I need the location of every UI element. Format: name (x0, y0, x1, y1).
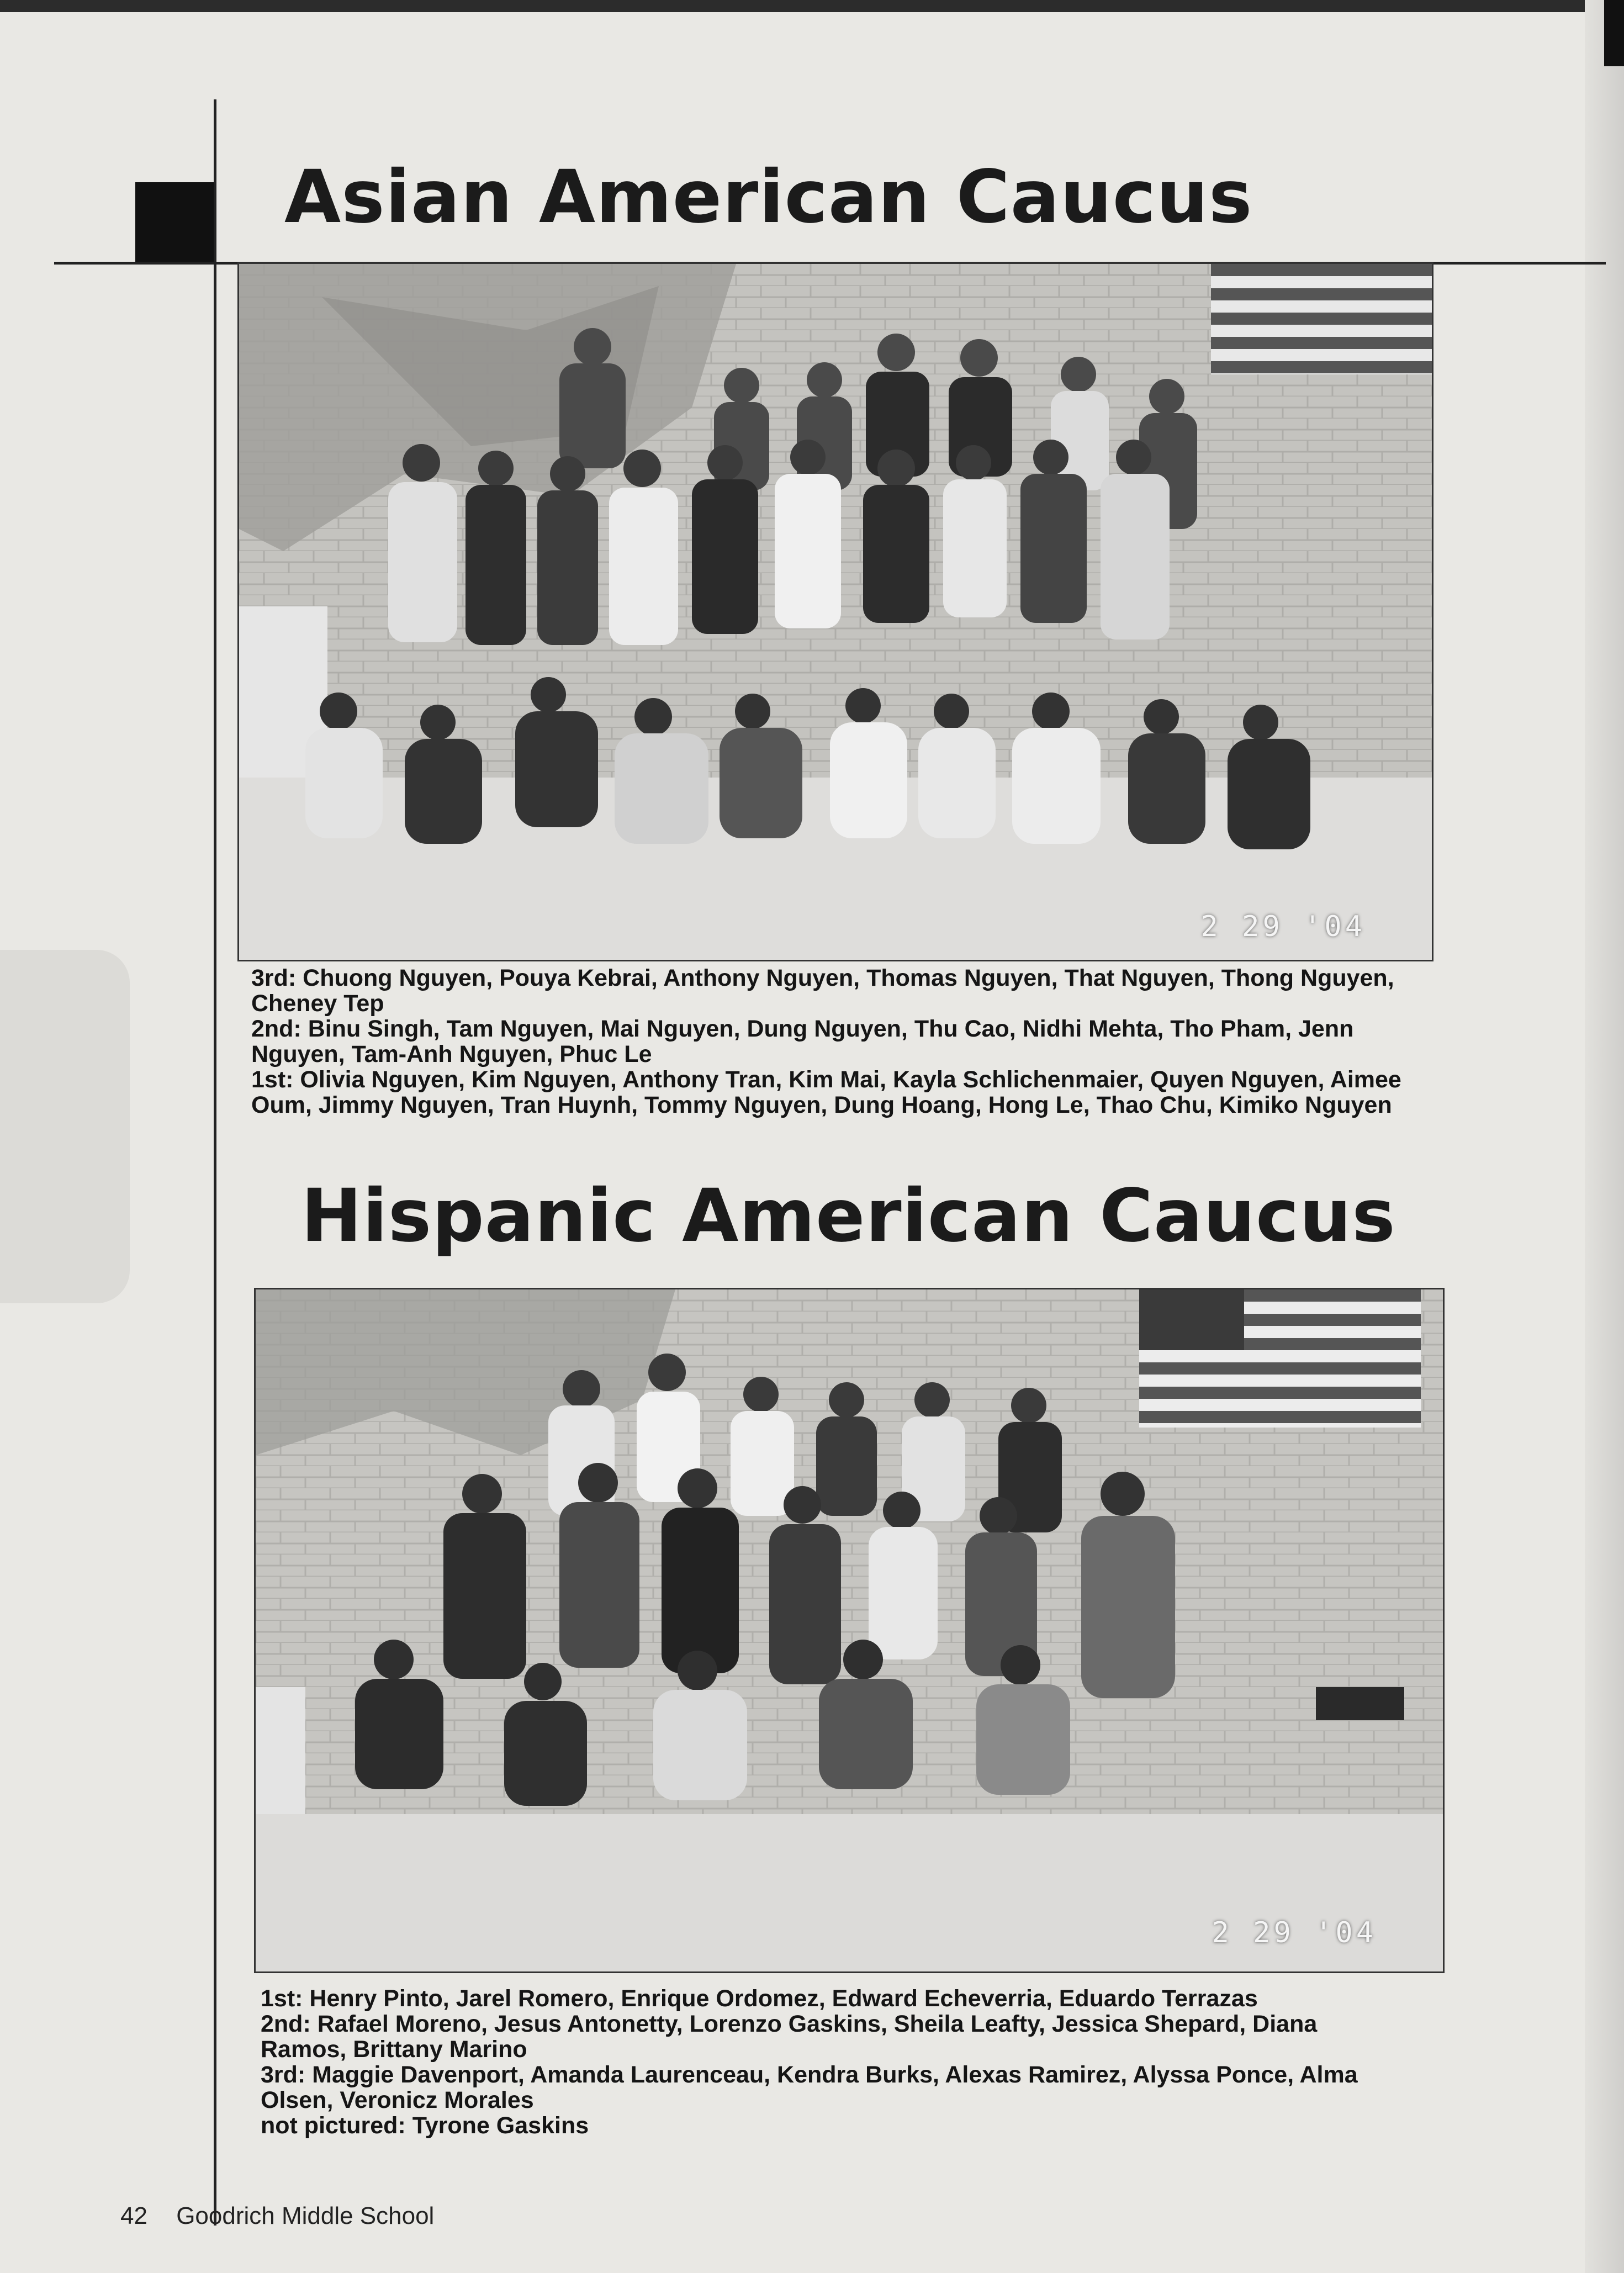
caption-line: 2nd: Binu Singh, Tam Nguyen, Mai Nguyen, Dung Nguyen, Thu Cao, Nidhi Mehta, Tho Pham, Jenn (251, 1016, 1354, 1042)
section-title-hispanic-american-caucus: Hispanic American Caucus (301, 1173, 1396, 1259)
caption-line: 3rd: Maggie Davenport, Amanda Laurenceau, Kendra Burks, Alexas Ramirez, Alyssa Ponce, Alma (261, 2061, 1358, 2088)
group-photo-illustration (256, 1289, 1443, 1971)
photo-date-stamp: 2 29 '04 (1200, 910, 1366, 943)
caption-line: Nguyen, Tam-Anh Nguyen, Phuc Le (251, 1041, 652, 1067)
page-footer (120, 2202, 434, 2230)
caption-line: Ramos, Brittany Marino (261, 2036, 527, 2063)
caption-line: 1st: Henry Pinto, Jarel Romero, Enrique Ordomez, Edward Echeverria, Eduardo Terrazas (261, 1985, 1258, 2012)
page-number: 42 (120, 2202, 147, 2229)
bleed-through-tab (0, 950, 130, 1303)
school-name: Goodrich Middle School (176, 2202, 435, 2229)
spine-dark-corner (1604, 0, 1624, 66)
black-accent-block (135, 182, 214, 262)
caption-line: Oum, Jimmy Nguyen, Tran Huynh, Tommy Nguyen, Dung Hoang, Hong Le, Thao Chu, Kimiko Nguyen (251, 1092, 1392, 1118)
vertical-rule (214, 99, 216, 2226)
caption-line: 3rd: Chuong Nguyen, Pouya Kebrai, Anthony Nguyen, Thomas Nguyen, That Nguyen, Thong Nguyen, (251, 965, 1394, 991)
group-photo-hispanic-american-caucus (254, 1288, 1445, 1973)
section-title-asian-american-caucus: Asian American Caucus (284, 155, 1253, 240)
top-edge-band (0, 0, 1624, 12)
caption-line: Cheney Tep (251, 990, 384, 1017)
page-spine-shadow (1585, 0, 1624, 2273)
caption-line: 1st: Olivia Nguyen, Kim Nguyen, Anthony Tran, Kim Mai, Kayla Schlichenmaier, Quyen Nguyen, Aimee (251, 1066, 1401, 1093)
caption-asian-american-caucus (251, 965, 1599, 1118)
caption-line: Olsen, Veronicz Morales (261, 2087, 534, 2113)
group-photo-illustration (239, 264, 1432, 960)
caption-hispanic-american-caucus (261, 1986, 1586, 2138)
caption-line: not pictured: Tyrone Gaskins (261, 2112, 589, 2139)
caption-line: 2nd: Rafael Moreno, Jesus Antonetty, Lorenzo Gaskins, Sheila Leafty, Jessica Shepard, Diana (261, 2011, 1318, 2037)
photo-date-stamp: 2 29 '04 (1212, 1916, 1377, 1949)
group-photo-asian-american-caucus (237, 262, 1433, 961)
